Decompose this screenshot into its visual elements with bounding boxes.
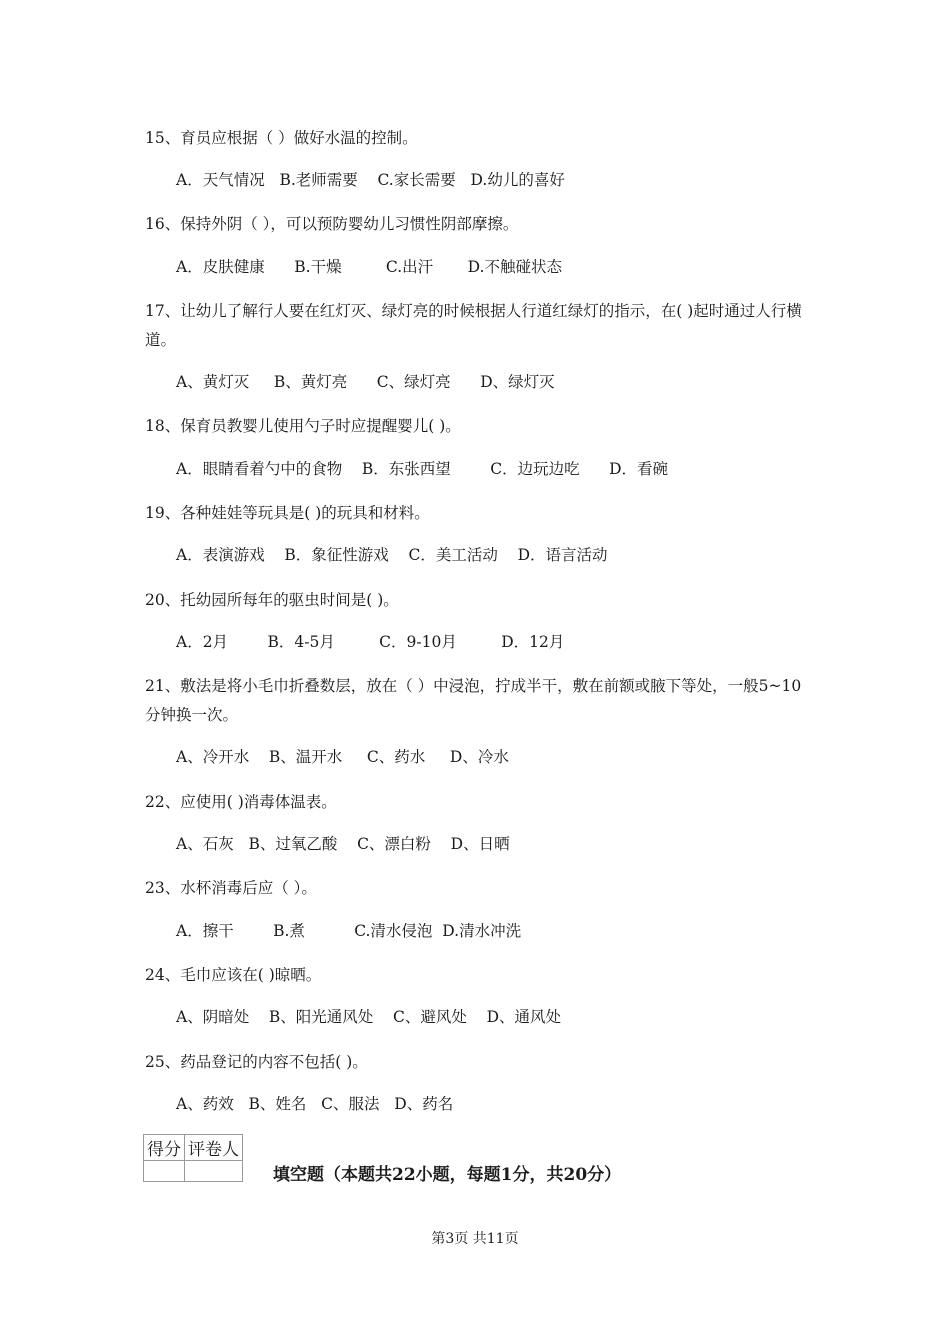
question-text: 20、托幼园所每年的驱虫时间是( )。 — [145, 591, 399, 609]
question-text: 23、水杯消毒后应（ ）。 — [145, 879, 317, 897]
question-15-options: A．天气情况 B.老师需要 C.家长需要 D.幼儿的喜好 — [176, 171, 565, 189]
question-24 — [145, 961, 810, 990]
question-text: 16、保持外阴（ ），可以预防婴幼儿习惯性阴部摩擦。 — [145, 215, 519, 233]
score-cell — [144, 1161, 185, 1182]
question-text: 22、应使用( )消毒体温表。 — [145, 793, 337, 811]
question-17-options: A、黄灯灭 B、黄灯亮 C、绿灯亮 D、绿灯灭 — [176, 373, 555, 391]
question-19 — [145, 499, 810, 528]
question-text: 19、各种娃娃等玩具是( )的玩具和材料。 — [145, 504, 430, 522]
question-text: 18、保育员教婴儿使用勺子时应提醒婴儿( )。 — [145, 417, 461, 435]
question-18-options: A．眼睛看着勺中的食物 B．东张西望 C．边玩边吃 D．看碗 — [176, 460, 669, 478]
question-text: 21、敷法是将小毛巾折叠数层，放在（ ）中浸泡，拧成半干，敷在前额或腋下等处，一般5~10分钟换一次。 — [145, 677, 802, 724]
question-22 — [145, 788, 810, 817]
score-table — [143, 1134, 243, 1182]
question-19-options: A．表演游戏 B．象征性游戏 C．美工活动 D．语言活动 — [176, 546, 608, 564]
question-16-options: A．皮肤健康 B.干燥 C.出汗 D.不触碰状态 — [176, 258, 562, 276]
question-22-options: A、石灰 B、过氧乙酸 C、漂白粉 D、日晒 — [176, 835, 510, 853]
question-23-options: A．擦干 B.煮 C.清水侵泡 D.清水冲洗 — [176, 922, 522, 940]
question-15 — [145, 124, 810, 153]
question-text: 25、药品登记的内容不包括( )。 — [145, 1053, 368, 1071]
section-title: 填空题（本题共22小题，每题1分，共20分） — [273, 1165, 622, 1185]
question-text: 24、毛巾应该在( )晾晒。 — [145, 966, 322, 984]
question-25-options: A、药效 B、姓名 C、服法 D、药名 — [176, 1095, 454, 1113]
question-23 — [145, 874, 810, 903]
question-text: 15、育员应根据（ ）做好水温的控制。 — [145, 129, 418, 147]
question-24-options: A、阴暗处 B、阳光通风处 C、避风处 D、通风处 — [176, 1008, 561, 1026]
question-18 — [145, 412, 810, 441]
question-text: 17、让幼儿了解行人要在红灯灭、绿灯亮的时候根据人行道红绿灯的指示，在( )起时通过人行横道。 — [145, 302, 802, 349]
question-21 — [145, 672, 810, 730]
question-17 — [145, 297, 810, 355]
question-21-options: A、冷开水 B、温开水 C、药水 D、冷水 — [176, 748, 509, 766]
grader-header: 评卷人 — [185, 1135, 243, 1161]
score-header: 得分 — [144, 1135, 185, 1161]
grader-cell — [185, 1161, 243, 1182]
page-footer: 第3页 共11页 — [431, 1231, 519, 1247]
question-25 — [145, 1048, 810, 1077]
question-20 — [145, 586, 810, 615]
question-16 — [145, 210, 810, 239]
question-20-options: A．2月 B．4-5月 C．9-10月 D．12月 — [176, 633, 565, 651]
